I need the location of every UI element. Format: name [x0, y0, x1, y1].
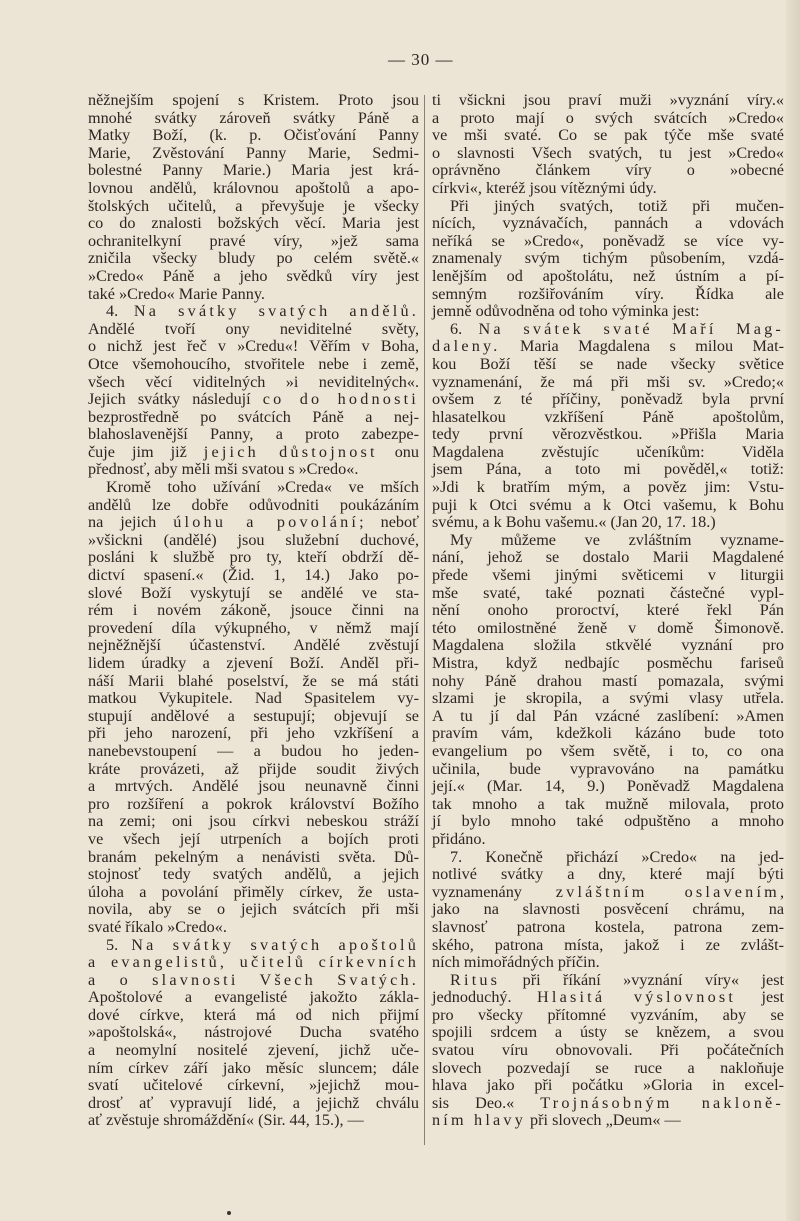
text-segment: 6.	[450, 319, 479, 338]
text-segment: její.« (Mar. 14, 9.) Poněvadž Magdalena	[432, 777, 784, 796]
left-text-line	[88, 1095, 419, 1113]
text-segment: ních mimořádných příčin.	[432, 953, 600, 972]
text-segment: ského, patrona místa, jakož i ze zvlášt-	[432, 935, 784, 954]
text-segment: Apoštolové a evangelisté jakožto zákla-	[88, 988, 419, 1007]
left-text-line	[88, 180, 419, 198]
right-text-line	[432, 849, 784, 867]
spaced-emphasis-text: daleny.	[432, 337, 501, 356]
right-text-line	[432, 338, 784, 356]
text-segment: štolských učitelů, a převyšuje je všecky	[88, 196, 419, 215]
spaced-emphasis-text: zvláštním oslavením	[555, 882, 780, 901]
right-text-line	[432, 866, 784, 884]
text-segment: všech věcí viditelných »i neviditelných«.	[88, 372, 419, 391]
text-segment: A tu jí dal Pán vzácné zaslíbení: »Amen	[432, 706, 784, 725]
text-segment: ním církev září jako měsíc sluncem; dále	[88, 1058, 419, 1077]
text-segment: hlasatelkou vzkříšení Páně apoštolům,	[432, 407, 784, 426]
text-segment: mše svaté, také poznati částečné vypl-	[432, 583, 784, 602]
text-segment: znamenaly svým tichým působením, vzdá-	[432, 249, 784, 268]
left-text-line	[88, 813, 419, 831]
right-text-line	[432, 215, 784, 233]
text-segment: evangelium po všem světě, i to, co ona	[432, 741, 784, 760]
text-segment: a mrtvých. Andělé jsou neunavně činni	[88, 777, 419, 796]
right-text-line	[432, 708, 784, 726]
text-segment: Andělé tvoří ony neviditelné světy,	[88, 319, 419, 338]
text-segment: kráte provázeti, až přijde soudit živých	[88, 759, 419, 778]
text-segment: Jejich svátky následují	[88, 390, 263, 409]
right-text-line	[432, 444, 784, 462]
text-segment: jí bylo mnoho také odpuštěno a mnoho	[432, 812, 784, 831]
right-text-line	[432, 1095, 784, 1113]
right-text-line	[432, 919, 784, 937]
right-text-line	[432, 391, 784, 409]
text-segment: nejněžnější účastenství. Andělé zvěstují	[88, 636, 419, 655]
text-segment: při říkání »vyznání víry« jest	[500, 970, 784, 989]
right-text-line	[432, 286, 784, 304]
left-text-line	[88, 198, 419, 216]
text-segment: semným rozšiřováním víry. Řídka ale	[432, 284, 784, 303]
text-segment: »všickni (andělé) jsou služební duchové,	[88, 530, 419, 549]
text-segment: také »Credo« Marie Panny.	[88, 284, 265, 303]
right-text-line	[432, 1042, 784, 1060]
left-text-line	[88, 620, 419, 638]
text-segment: ,	[779, 882, 784, 901]
right-text-line	[432, 673, 784, 691]
text-segment: učinila, bude vypravováno na památku	[432, 759, 784, 778]
text-segment: slzami je skropila, a svými vlasy utřela.	[432, 689, 784, 708]
right-text-line	[432, 1007, 784, 1025]
text-segment: Mistra, když nedbajíc posměchu fariseů	[432, 654, 784, 672]
right-text-line	[432, 479, 784, 497]
text-segment: na zemi; oni jsou církvi nebeskou stráží	[88, 812, 419, 831]
right-text-line	[432, 162, 784, 180]
text-segment: branám pekelným a nenávisti světa. Dů-	[88, 847, 419, 866]
spaced-emphasis-text: a evangelistů, učitelů církevních	[88, 953, 419, 972]
text-segment: drosť ať vypravují lidé, a jejichž chválu	[88, 1093, 419, 1112]
text-segment: Maria Magdalena s milou Mat-	[500, 337, 784, 356]
text-segment: nohy Páně drahou mastí pomazala, svými	[432, 671, 784, 690]
text-segment: této omilostněné ženě v domě Šimonově.	[432, 618, 784, 637]
text-segment: přede všemi jinými světicemi v liturgii	[432, 566, 784, 585]
text-segment: církvi«, kteréž jsou vítěznými údy.	[432, 178, 657, 197]
text-segment: bezprostředně po svátcích Páně a nej-	[88, 407, 419, 426]
left-text-line	[88, 532, 419, 550]
left-text-line	[88, 1112, 419, 1130]
text-segment: jest	[736, 988, 784, 1007]
left-text-line	[88, 110, 419, 128]
text-segment: přednosť, aby měli mši svatou s »Credo«.	[88, 460, 359, 479]
text-segment: slavnosť patrona kostela, patrona zem-	[432, 917, 784, 936]
right-text-line	[432, 1060, 784, 1078]
page-edge-shadow	[786, 0, 800, 1221]
right-text-line	[432, 1077, 784, 1095]
text-segment: něžnejším spojení s Kristem. Proto jsou	[88, 91, 419, 109]
right-text-line	[432, 1112, 784, 1130]
left-text-line	[88, 444, 419, 462]
left-text-line	[88, 655, 419, 673]
right-text-line	[432, 426, 784, 444]
text-segment: nání, jehož se dostalo Marii Magdalené	[432, 548, 784, 567]
text-segment: svatou víru obnovovali. Při počátečních	[432, 1041, 784, 1060]
right-text-line	[432, 268, 784, 286]
text-segment: o nichž jest řeč v »Credu«! Věřím v Boha,	[88, 337, 419, 356]
right-text-line	[432, 514, 784, 532]
spaced-emphasis-text: Na svátky svatých apoštolů	[131, 935, 420, 954]
text-segment: ti všickni jsou praví muži »vyznání víry.«	[432, 91, 784, 109]
text-segment: jemně odůvodněna od toho výminka jest:	[432, 302, 700, 321]
text-segment: při jeho narození, při jeho vzkříšení a	[88, 724, 419, 743]
spaced-emphasis-text: Trojnásobným nakloně-	[540, 1093, 784, 1112]
left-text-line	[88, 127, 419, 145]
text-segment: ovšem z té příčiny, poněvadž byla první	[432, 390, 784, 409]
right-text-line	[432, 567, 784, 585]
left-text-line	[88, 1077, 419, 1095]
left-text-line	[88, 725, 419, 743]
text-segment: zničila všecky bludy po celém světě.«	[88, 249, 419, 268]
text-segment: Při jiných svatých, totiž při mučen-	[450, 196, 784, 215]
text-segment: blahoslavenější Panny, a proto zabezpe-	[88, 425, 419, 444]
left-text-line	[88, 743, 419, 761]
left-text-line	[88, 708, 419, 726]
left-text-line	[88, 673, 419, 691]
text-segment: notlivé svátky a dny, které mají býti	[432, 865, 784, 884]
text-segment: novila, aby se o jejich svátcích při mši	[88, 900, 419, 919]
right-text-line	[432, 127, 784, 145]
text-segment: vyznamenání, že má při mši sv. »Credo;«	[432, 372, 784, 391]
left-text-line	[88, 761, 419, 779]
left-text-line	[88, 356, 419, 374]
left-text-line	[88, 162, 419, 180]
left-text-line	[88, 391, 419, 409]
text-segment: »Jdi k bratřím mým, a pověz jim: Vstu-	[432, 478, 784, 497]
left-text-line	[88, 901, 419, 919]
text-segment: nících, vyznávačích, pannách a vdovách	[432, 214, 784, 233]
right-text-line	[432, 901, 784, 919]
left-text-line	[88, 479, 419, 497]
left-text-line	[88, 937, 419, 955]
text-segment: Magdalena zvěstujíc učeníkům: Viděla	[432, 442, 784, 461]
text-segment: pro rozšíření a pokrok království Božího	[88, 794, 419, 813]
left-text-line	[88, 919, 419, 937]
right-text-line	[432, 937, 784, 955]
right-text-line	[432, 989, 784, 1007]
right-text-line	[432, 743, 784, 761]
text-segment: náší Marii blahé poselství, že se má státi	[88, 671, 419, 690]
left-text-line	[88, 549, 419, 567]
spaced-emphasis-text: a o slavnosti Všech Svatých.	[88, 970, 419, 989]
text-segment: hlava jako při počátku »Gloria in excel-	[432, 1076, 784, 1095]
left-text-line	[88, 585, 419, 603]
text-segment: onu	[377, 442, 419, 461]
text-segment: co do znalosti božských věcí. Maria jest	[88, 214, 419, 233]
text-segment: jsem Pána, a toto mi pověděl,« totiž:	[432, 460, 784, 479]
text-segment: slovech pozvedají se ruce a nakloňuje	[432, 1058, 784, 1077]
left-text-line	[88, 409, 419, 427]
right-text-line	[432, 303, 784, 321]
right-text-line	[432, 461, 784, 479]
right-text-line	[432, 796, 784, 814]
left-text-line	[88, 268, 419, 286]
left-text-line	[88, 972, 419, 990]
text-segment: lenějším od apoštolátu, než ústním a pí-	[432, 266, 784, 285]
left-text-line	[88, 884, 419, 902]
text-segment: pro všecky přítomné vyzváním, aby se	[432, 1005, 784, 1024]
text-segment: na jejich	[88, 513, 174, 532]
left-text-line	[88, 374, 419, 392]
text-segment: ochranitelkyní pravé víry, »jež sama	[88, 231, 419, 250]
right-column	[432, 92, 784, 1130]
left-text-line	[88, 1042, 419, 1060]
text-segment: svaté říkalo »Credo«.	[88, 917, 227, 936]
text-segment: lovnou andělů, královnou apoštolů a apo-	[88, 178, 419, 197]
right-text-line	[432, 761, 784, 779]
left-text-line	[88, 145, 419, 163]
right-text-line	[432, 356, 784, 374]
spaced-emphasis-text: Na svátky svatých andělů.	[133, 302, 420, 321]
ink-speck	[227, 1211, 231, 1215]
text-segment: 4.	[106, 302, 134, 321]
right-text-line	[432, 954, 784, 972]
left-text-line	[88, 1024, 419, 1042]
text-segment: rém i novém zákoně, jsouce činni na	[88, 601, 419, 620]
left-text-line	[88, 497, 419, 515]
spaced-emphasis-text: Na svátek svaté Maří Mag-	[478, 319, 784, 338]
right-text-line	[432, 92, 784, 110]
left-column	[88, 92, 419, 1130]
right-text-line	[432, 620, 784, 638]
text-segment: neříká se »Credo«, poněvadž se více vy-	[432, 231, 784, 250]
right-text-line	[432, 813, 784, 831]
left-text-line	[88, 303, 419, 321]
text-segment: vyznamenány	[432, 882, 556, 901]
right-text-line	[432, 110, 784, 128]
spaced-emphasis-text: Ritus	[450, 970, 501, 989]
right-text-line	[432, 725, 784, 743]
text-segment: svatí učitelové církevní, »jejichž mou-	[88, 1076, 419, 1095]
left-text-line	[88, 321, 419, 339]
right-text-line	[432, 972, 784, 990]
text-segment: 7. Konečně přichází »Credo« na jed-	[450, 847, 784, 866]
left-text-line	[88, 778, 419, 796]
right-text-line	[432, 180, 784, 198]
left-text-line	[88, 637, 419, 655]
text-segment: Marie, Zvěstování Panny Marie, Sedmi-	[88, 143, 419, 162]
text-segment: oprávněno článkem víry o »obecné	[432, 161, 784, 180]
right-text-line	[432, 884, 784, 902]
right-text-line	[432, 549, 784, 567]
text-segment: posláni k službě pro ty, kteří obdrží dě-	[88, 548, 419, 567]
right-text-line	[432, 831, 784, 849]
text-segment: puji k Otci svému a k Otci vašemu, k Bohu	[432, 495, 784, 514]
right-text-line	[432, 532, 784, 550]
text-segment: Otce všemohoucího, stvořitele nebe i země,	[88, 354, 419, 373]
left-text-line	[88, 602, 419, 620]
left-text-line	[88, 461, 419, 479]
right-text-line	[432, 321, 784, 339]
text-segment: nění onoho proroctví, které řekl Pán	[432, 601, 784, 620]
text-segment: slové Boží vyskytují se andělé ve sta-	[88, 583, 419, 602]
text-segment: mnohé svátky zároveň svátky Páně a	[88, 108, 419, 127]
left-text-line	[88, 92, 419, 110]
right-text-line	[432, 374, 784, 392]
page-number: — 30 —	[388, 50, 454, 69]
spaced-emphasis-text: jejich důstojnost	[203, 442, 378, 461]
text-segment: a neomylní nositelé zjevení, jichž uče-	[88, 1041, 419, 1060]
column-divider	[424, 95, 425, 1145]
right-text-line	[432, 198, 784, 216]
text-segment: pravím vám, kdežkoli kázáno bude toto	[432, 724, 784, 743]
text-segment: My můžeme ve zvláštním vyzname-	[450, 530, 784, 549]
right-text-line	[432, 655, 784, 673]
left-text-line	[88, 567, 419, 585]
right-text-line	[432, 690, 784, 708]
text-segment: andělů lze dobře odůvodniti poukázáním	[88, 495, 419, 514]
text-segment: »Credo« Páně a jeho svědků víry jest	[88, 266, 419, 285]
text-segment: při slovech „Deum« —	[526, 1111, 681, 1130]
text-segment: dictví spasení.« (Žid. 1, 14.) Jako po-	[88, 566, 419, 585]
left-text-line	[88, 1007, 419, 1025]
text-segment: bolestné Panny Marie.) Maria jest krá-	[88, 161, 419, 180]
spaced-emphasis-text: úlohu a povolání	[173, 513, 360, 532]
text-segment: stupují andělové a sestupují; objevují se	[88, 706, 419, 725]
left-text-line	[88, 233, 419, 251]
text-segment: ve všech její utrpeních a bojích proti	[88, 829, 419, 848]
left-text-line	[88, 866, 419, 884]
left-text-line	[88, 1060, 419, 1078]
text-segment: Matky Boží, (k. p. Očisťování Panny	[88, 126, 419, 145]
text-segment: dové církve, která má od nich přijmí	[88, 1005, 419, 1024]
text-segment: Kromě toho užívání »Creda« ve mších	[106, 478, 419, 497]
left-text-line	[88, 690, 419, 708]
left-text-line	[88, 796, 419, 814]
left-text-line	[88, 989, 419, 1007]
text-segment: ve mši svaté. Co se pak týče mše svaté	[432, 126, 784, 145]
right-text-line	[432, 778, 784, 796]
right-text-line	[432, 409, 784, 427]
text-segment: sis Deo.«	[432, 1093, 541, 1112]
text-segment: lidem úradky a zjevení Boží. Anděl při-	[88, 654, 419, 672]
left-text-line	[88, 426, 419, 444]
spaced-emphasis-text: co do hodnosti	[262, 390, 419, 409]
right-text-line	[432, 585, 784, 603]
text-segment: ; neboť	[359, 513, 420, 532]
left-text-line	[88, 338, 419, 356]
left-text-line	[88, 250, 419, 268]
text-segment: kou Boží těší se nade všecky světice	[432, 354, 784, 373]
left-text-line	[88, 831, 419, 849]
left-text-line	[88, 215, 419, 233]
text-segment: o slavnosti Všech svatých, tu jest »Credo«	[432, 143, 784, 162]
left-text-line	[88, 849, 419, 867]
text-segment: tedy první věrozvěstkou. »Přišla Maria	[432, 425, 784, 444]
spaced-emphasis-text: Hlasitá výslovnost	[537, 988, 737, 1007]
text-segment: ať zvěstuje shromáždění« (Sir. 44, 15.), —	[88, 1111, 364, 1130]
text-segment: Magdalena složila stkvělé vyznání pro	[432, 636, 784, 655]
text-segment: jako na slavnosti posvěcení chrámu, na	[432, 900, 784, 919]
spaced-emphasis-text: ním hlavy	[432, 1111, 526, 1130]
right-text-line	[432, 637, 784, 655]
text-segment: úloha a povolání přiměly církev, že usta-	[88, 882, 419, 901]
right-text-line	[432, 602, 784, 620]
text-segment: »apoštolská«, nástrojové Ducha svatého	[88, 1023, 419, 1042]
text-segment: stojnosť tedy svatých andělů, a jejich	[88, 865, 419, 884]
right-text-line	[432, 145, 784, 163]
left-text-line	[88, 514, 419, 532]
text-segment: matkou Vykupitele. Nad Spasitelem vy-	[88, 689, 419, 708]
text-segment: svému, a k Bohu vašemu.« (Jan 20, 17. 18.)	[432, 513, 716, 532]
text-segment: jednoduchý.	[432, 988, 538, 1007]
text-segment: nanebevstoupení — a budou ho jeden-	[88, 741, 419, 760]
left-text-line	[88, 954, 419, 972]
text-segment: spojili srdcem a ústy se knězem, a svou	[432, 1023, 784, 1042]
right-text-line	[432, 1024, 784, 1042]
text-segment: provedení díla výkupného, v němž mají	[88, 618, 419, 637]
text-segment: čuje jim již	[88, 442, 204, 461]
text-segment: tak mnoho a tak mužně milovala, proto	[432, 794, 784, 813]
text-segment: 5.	[106, 935, 132, 954]
left-text-line	[88, 286, 419, 304]
text-segment: přidáno.	[432, 829, 486, 848]
right-text-line	[432, 497, 784, 515]
right-text-line	[432, 233, 784, 251]
text-segment: a proto mají o svých svátcích »Credo«	[432, 108, 784, 127]
right-text-line	[432, 250, 784, 268]
